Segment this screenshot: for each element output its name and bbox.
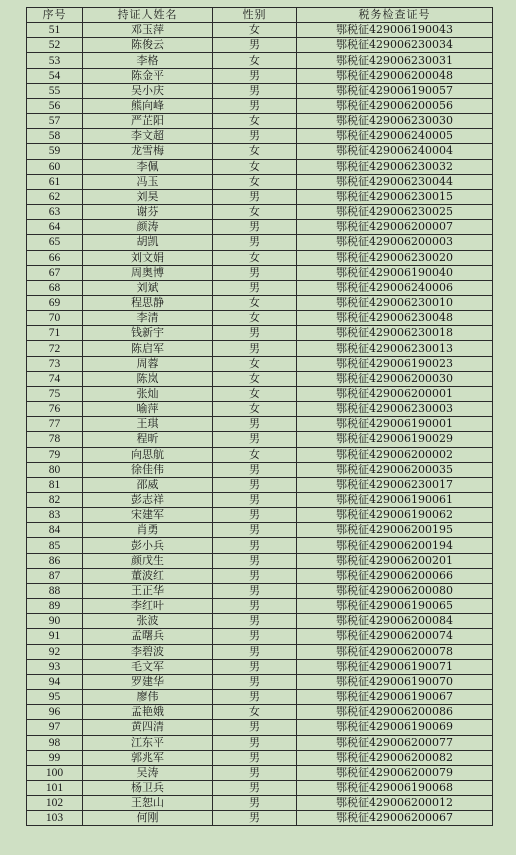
cell-gender: 男 [213,38,297,53]
cell-gender: 男 [213,599,297,614]
cell-serial-number: 57 [27,114,83,129]
cell-serial-number: 70 [27,311,83,326]
cell-serial-number: 59 [27,144,83,159]
header-gender: 性别 [213,8,297,23]
table-header-row [27,8,493,23]
cell-serial-number: 89 [27,599,83,614]
table-row [27,735,493,750]
table-row [27,659,493,674]
cell-certificate-number: 鄂税征429006190061 [297,493,493,508]
table-row [27,341,493,356]
cell-holder-name: 李格 [83,53,213,68]
cell-holder-name: 徐佳伟 [83,462,213,477]
cell-gender: 男 [213,796,297,811]
cell-holder-name: 陈金平 [83,68,213,83]
cell-serial-number: 95 [27,690,83,705]
cell-serial-number: 66 [27,250,83,265]
table-row [27,371,493,386]
cell-gender: 男 [213,735,297,750]
cell-gender: 男 [213,811,297,826]
cell-serial-number: 71 [27,326,83,341]
cell-gender: 男 [213,720,297,735]
cell-certificate-number: 鄂税征429006190057 [297,83,493,98]
table-row [27,280,493,295]
cell-serial-number: 98 [27,735,83,750]
cell-serial-number: 64 [27,220,83,235]
cell-serial-number: 61 [27,174,83,189]
cell-holder-name: 陈岚 [83,371,213,386]
cell-serial-number: 84 [27,523,83,538]
table-row [27,447,493,462]
cell-serial-number: 58 [27,129,83,144]
cell-gender: 女 [213,144,297,159]
cell-holder-name: 李清 [83,311,213,326]
cell-holder-name: 熊向峰 [83,98,213,113]
cell-gender: 男 [213,690,297,705]
table-row [27,796,493,811]
cell-serial-number: 92 [27,644,83,659]
cell-certificate-number: 鄂税征429006240004 [297,144,493,159]
cell-certificate-number: 鄂税征429006190069 [297,720,493,735]
cell-serial-number: 54 [27,68,83,83]
table-row [27,720,493,735]
table-row [27,114,493,129]
table-row [27,98,493,113]
header-certificate-number: 税务检查证号 [297,8,493,23]
cell-holder-name: 喻萍 [83,402,213,417]
cell-holder-name: 王琪 [83,417,213,432]
table-row [27,402,493,417]
cell-holder-name: 谢芬 [83,205,213,220]
cell-certificate-number: 鄂税征429006200078 [297,644,493,659]
cell-gender: 男 [213,220,297,235]
cell-gender: 男 [213,68,297,83]
cell-serial-number: 90 [27,614,83,629]
cell-gender: 女 [213,114,297,129]
cell-gender: 女 [213,371,297,386]
cell-gender: 女 [213,705,297,720]
cell-holder-name: 钱新宇 [83,326,213,341]
table-row [27,295,493,310]
table-row [27,705,493,720]
cell-holder-name: 刘昊 [83,189,213,204]
cell-serial-number: 68 [27,280,83,295]
cell-holder-name: 陈俊云 [83,38,213,53]
cell-holder-name: 刘文娟 [83,250,213,265]
cell-holder-name: 吴涛 [83,765,213,780]
cell-serial-number: 85 [27,538,83,553]
cell-gender: 男 [213,235,297,250]
cell-certificate-number: 鄂税征429006200067 [297,811,493,826]
cell-certificate-number: 鄂税征429006230015 [297,189,493,204]
cell-serial-number: 62 [27,189,83,204]
cell-gender: 男 [213,280,297,295]
cell-holder-name: 李佩 [83,159,213,174]
cell-holder-name: 王恕山 [83,796,213,811]
table-row [27,462,493,477]
cell-serial-number: 76 [27,402,83,417]
cell-gender: 男 [213,765,297,780]
cell-serial-number: 86 [27,553,83,568]
cell-certificate-number: 鄂税征429006200007 [297,220,493,235]
cell-certificate-number: 鄂税征429006200074 [297,629,493,644]
cell-serial-number: 80 [27,462,83,477]
cell-serial-number: 82 [27,493,83,508]
cell-certificate-number: 鄂税征429006230030 [297,114,493,129]
cell-certificate-number: 鄂税征429006200012 [297,796,493,811]
cell-serial-number: 77 [27,417,83,432]
cell-gender: 男 [213,477,297,492]
table-row [27,508,493,523]
cell-holder-name: 江东平 [83,735,213,750]
table-row [27,811,493,826]
cell-gender: 女 [213,159,297,174]
table-row [27,235,493,250]
cell-gender: 男 [213,129,297,144]
table-row [27,417,493,432]
table-row [27,356,493,371]
cell-serial-number: 67 [27,265,83,280]
cell-certificate-number: 鄂税征429006240006 [297,280,493,295]
cell-certificate-number: 鄂税征429006230048 [297,311,493,326]
cell-holder-name: 吴小庆 [83,83,213,98]
cell-gender: 男 [213,614,297,629]
cell-certificate-number: 鄂税征429006190070 [297,674,493,689]
cell-serial-number: 93 [27,659,83,674]
cell-holder-name: 彭志祥 [83,493,213,508]
cell-gender: 男 [213,341,297,356]
cell-gender: 男 [213,189,297,204]
cell-certificate-number: 鄂税征429006200201 [297,553,493,568]
cell-serial-number: 97 [27,720,83,735]
table-row [27,205,493,220]
cell-serial-number: 52 [27,38,83,53]
cell-gender: 男 [213,780,297,795]
cell-gender: 男 [213,98,297,113]
table-row [27,220,493,235]
cell-serial-number: 75 [27,386,83,401]
cell-holder-name: 周蓉 [83,356,213,371]
cell-certificate-number: 鄂税征429006230034 [297,38,493,53]
cell-certificate-number: 鄂税征429006200001 [297,386,493,401]
cell-serial-number: 91 [27,629,83,644]
cell-gender: 男 [213,659,297,674]
cell-certificate-number: 鄂税征429006190023 [297,356,493,371]
cell-holder-name: 刘斌 [83,280,213,295]
table-row [27,599,493,614]
cell-gender: 女 [213,174,297,189]
cell-gender: 男 [213,583,297,598]
cell-serial-number: 94 [27,674,83,689]
table-row [27,250,493,265]
cell-gender: 男 [213,523,297,538]
cell-serial-number: 78 [27,432,83,447]
table-row [27,129,493,144]
cell-gender: 女 [213,402,297,417]
cell-holder-name: 程昕 [83,432,213,447]
cell-holder-name: 颜戊生 [83,553,213,568]
cell-gender: 男 [213,750,297,765]
table-row [27,538,493,553]
cell-certificate-number: 鄂税征429006230010 [297,295,493,310]
table-row [27,38,493,53]
cell-holder-name: 李碧波 [83,644,213,659]
cell-gender: 女 [213,23,297,38]
table-row [27,189,493,204]
cell-holder-name: 胡凯 [83,235,213,250]
table-row [27,432,493,447]
cell-holder-name: 陈启军 [83,341,213,356]
cell-holder-name: 颜涛 [83,220,213,235]
cell-certificate-number: 鄂税征429006190067 [297,690,493,705]
cell-gender: 男 [213,553,297,568]
cell-holder-name: 董波红 [83,568,213,583]
cell-certificate-number: 鄂税征429006200086 [297,705,493,720]
table-row [27,750,493,765]
cell-certificate-number: 鄂税征429006230031 [297,53,493,68]
cell-holder-name: 彭小兵 [83,538,213,553]
cell-certificate-number: 鄂税征429006190043 [297,23,493,38]
cell-certificate-number: 鄂税征429006190001 [297,417,493,432]
cell-certificate-number: 鄂税征429006230017 [297,477,493,492]
cell-serial-number: 69 [27,295,83,310]
cell-holder-name: 向思航 [83,447,213,462]
cell-certificate-number: 鄂税征429006200002 [297,447,493,462]
cell-certificate-number: 鄂税征429006230013 [297,341,493,356]
cell-holder-name: 毛文军 [83,659,213,674]
cell-gender: 男 [213,538,297,553]
table-body [27,23,493,826]
cell-certificate-number: 鄂税征429006190068 [297,780,493,795]
cell-certificate-number: 鄂税征429006200003 [297,235,493,250]
cell-certificate-number: 鄂税征429006200066 [297,568,493,583]
cell-gender: 男 [213,432,297,447]
cell-holder-name: 程思静 [83,295,213,310]
cell-gender: 男 [213,83,297,98]
cell-gender: 女 [213,447,297,462]
table-row [27,265,493,280]
table-row [27,23,493,38]
cell-certificate-number: 鄂税征429006230032 [297,159,493,174]
table-row [27,493,493,508]
cell-serial-number: 83 [27,508,83,523]
cell-certificate-number: 鄂税征429006200080 [297,583,493,598]
cell-certificate-number: 鄂税征429006190040 [297,265,493,280]
cell-certificate-number: 鄂税征429006200035 [297,462,493,477]
cell-gender: 男 [213,417,297,432]
cell-gender: 男 [213,629,297,644]
cell-gender: 女 [213,311,297,326]
table-row [27,386,493,401]
table-row [27,553,493,568]
cell-holder-name: 王正华 [83,583,213,598]
cell-gender: 女 [213,295,297,310]
cell-certificate-number: 鄂税征429006200048 [297,68,493,83]
cell-gender: 男 [213,644,297,659]
cell-certificate-number: 鄂税征429006200194 [297,538,493,553]
cell-holder-name: 郭兆军 [83,750,213,765]
cell-holder-name: 宋建军 [83,508,213,523]
cell-holder-name: 孟艳娥 [83,705,213,720]
header-holder-name: 持证人姓名 [83,8,213,23]
cell-holder-name: 邵威 [83,477,213,492]
cell-certificate-number: 鄂税征429006200079 [297,765,493,780]
table-row [27,311,493,326]
cell-holder-name: 冯玉 [83,174,213,189]
cell-serial-number: 56 [27,98,83,113]
cell-serial-number: 99 [27,750,83,765]
cell-holder-name: 龙雪梅 [83,144,213,159]
table-row [27,83,493,98]
cell-holder-name: 李文超 [83,129,213,144]
cell-certificate-number: 鄂税征429006200195 [297,523,493,538]
cell-certificate-number: 鄂税征429006200030 [297,371,493,386]
cell-certificate-number: 鄂税征429006230003 [297,402,493,417]
table-row [27,144,493,159]
cell-serial-number: 102 [27,796,83,811]
cell-holder-name: 李红叶 [83,599,213,614]
table-row [27,68,493,83]
cell-gender: 女 [213,386,297,401]
cell-serial-number: 103 [27,811,83,826]
certificate-table [26,7,493,826]
cell-gender: 女 [213,356,297,371]
cell-serial-number: 100 [27,765,83,780]
cell-gender: 女 [213,250,297,265]
cell-certificate-number: 鄂税征429006230018 [297,326,493,341]
cell-serial-number: 53 [27,53,83,68]
table-row [27,614,493,629]
table-row [27,780,493,795]
cell-certificate-number: 鄂税征429006200084 [297,614,493,629]
cell-serial-number: 51 [27,23,83,38]
cell-certificate-number: 鄂税征429006200056 [297,98,493,113]
cell-gender: 男 [213,462,297,477]
table-row [27,477,493,492]
table-row [27,174,493,189]
cell-gender: 男 [213,326,297,341]
cell-serial-number: 79 [27,447,83,462]
cell-serial-number: 72 [27,341,83,356]
table-row [27,583,493,598]
table-row [27,326,493,341]
cell-gender: 男 [213,674,297,689]
cell-gender: 女 [213,53,297,68]
cell-serial-number: 73 [27,356,83,371]
cell-holder-name: 罗建华 [83,674,213,689]
cell-holder-name: 严芷阳 [83,114,213,129]
certificate-table-sheet [26,7,492,826]
cell-holder-name: 何刚 [83,811,213,826]
cell-gender: 男 [213,508,297,523]
table-row [27,568,493,583]
table-row [27,674,493,689]
cell-gender: 女 [213,205,297,220]
cell-certificate-number: 鄂税征429006200082 [297,750,493,765]
table-row [27,53,493,68]
cell-holder-name: 张波 [83,614,213,629]
cell-certificate-number: 鄂税征429006190062 [297,508,493,523]
table-row [27,629,493,644]
cell-certificate-number: 鄂税征429006240005 [297,129,493,144]
cell-certificate-number: 鄂税征429006230025 [297,205,493,220]
cell-serial-number: 65 [27,235,83,250]
cell-serial-number: 74 [27,371,83,386]
cell-certificate-number: 鄂税征429006190065 [297,599,493,614]
cell-serial-number: 88 [27,583,83,598]
cell-gender: 男 [213,265,297,280]
cell-serial-number: 63 [27,205,83,220]
cell-certificate-number: 鄂税征429006230020 [297,250,493,265]
table-row [27,690,493,705]
cell-holder-name: 孟曙兵 [83,629,213,644]
cell-serial-number: 81 [27,477,83,492]
cell-holder-name: 杨卫兵 [83,780,213,795]
cell-holder-name: 肖勇 [83,523,213,538]
cell-holder-name: 周奥博 [83,265,213,280]
cell-certificate-number: 鄂税征429006190029 [297,432,493,447]
cell-certificate-number: 鄂税征429006190071 [297,659,493,674]
cell-certificate-number: 鄂税征429006230044 [297,174,493,189]
cell-certificate-number: 鄂税征429006200077 [297,735,493,750]
cell-holder-name: 黄四清 [83,720,213,735]
table-row [27,644,493,659]
table-row [27,159,493,174]
cell-serial-number: 96 [27,705,83,720]
cell-serial-number: 60 [27,159,83,174]
cell-serial-number: 87 [27,568,83,583]
cell-gender: 男 [213,493,297,508]
cell-holder-name: 廖伟 [83,690,213,705]
cell-holder-name: 张灿 [83,386,213,401]
table-row [27,765,493,780]
cell-holder-name: 邓玉萍 [83,23,213,38]
header-serial-number: 序号 [27,8,83,23]
table-row [27,523,493,538]
cell-gender: 男 [213,568,297,583]
cell-serial-number: 101 [27,780,83,795]
cell-serial-number: 55 [27,83,83,98]
